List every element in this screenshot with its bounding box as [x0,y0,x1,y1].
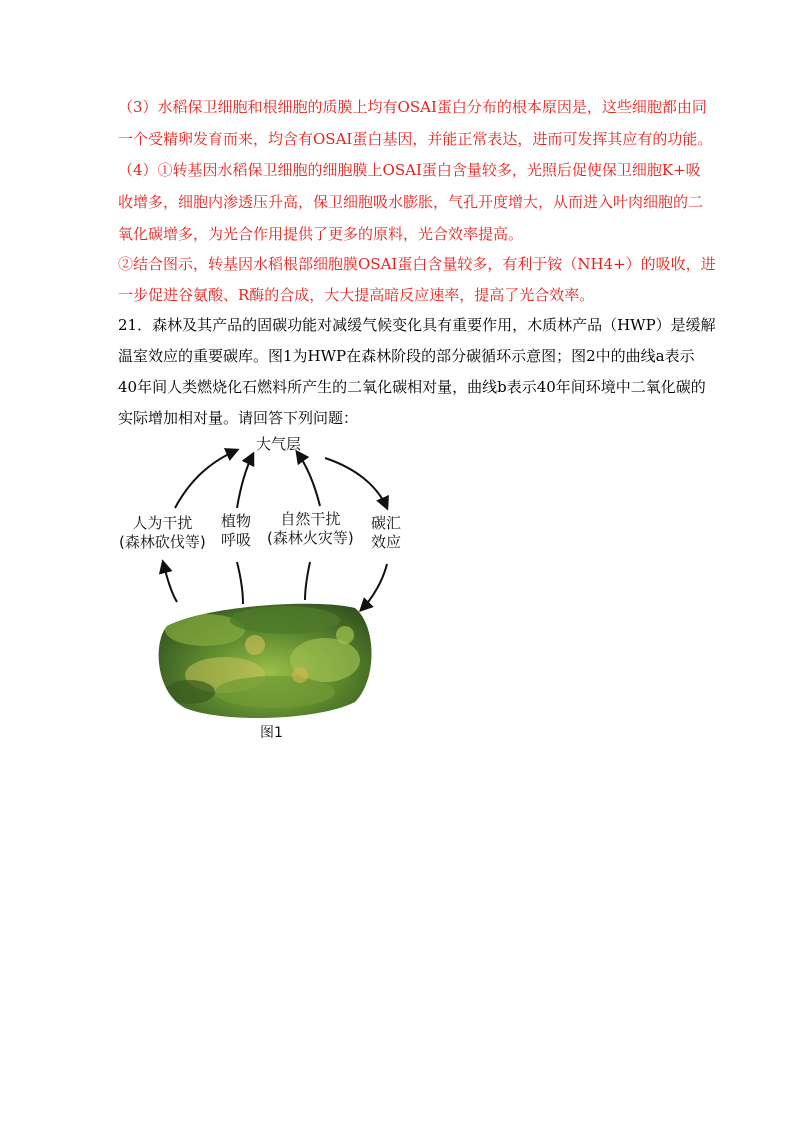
label-atmosphere: 大气层 [256,435,302,453]
label-human-disturbance [119,514,206,552]
answer-line-7: 一步促进谷氨酸、R酶的合成，大大提高暗反应速率，提高了光合效率。 [118,286,595,304]
forest-image [145,590,395,740]
arrow-human-to-atmosphere [175,450,237,508]
carbon-cycle-diagram [115,430,445,750]
label-natural-disturbance [267,510,354,548]
answer-line-3: （4）①转基因水稻保卫细胞的细胞膜上OSAI蛋白含量较多，光照后促使保卫细胞K+吸 [118,161,701,179]
line-forest-to-natural [305,562,310,600]
arrow-plant-to-atmosphere [237,454,253,508]
arrow-natural-to-atmosphere [297,452,320,506]
question-line-3: 40年间人类燃烧化石燃料所产生的二氧化碳相对量，曲线b表示40年间环境中二氧化碳的 [118,378,706,396]
question-line-4: 实际增加相对量。请回答下列问题： [118,409,359,427]
answer-line-2: 一个受精卵发育而来，均含有OSAI蛋白基因，并能正常表达，进而可发挥其应有的功能。 [118,130,713,148]
question-line-2: 温室效应的重要碳库。图1为HWP在森林阶段的部分碳循环示意图；图2中的曲线a表示 [118,347,695,365]
label-plant-respiration-line2: 呼吸 [221,531,252,549]
label-human-disturbance-line2: (森林砍伐等) [119,533,206,551]
figure-caption: 图1 [260,725,283,741]
label-carbon-sink-line1: 碳汇 [371,514,402,532]
answer-line-1: （3）水稻保卫细胞和根细胞的质膜上均有OSAI蛋白分布的根本原因是，这些细胞都由同 [118,98,707,116]
label-human-disturbance-line1: 人为干扰 [132,514,193,532]
arrow-sink-to-forest [361,564,387,610]
question-line-1: 21．森林及其产品的固碳功能对减缓气候变化具有重要作用，木质林产品（HWP）是缓解 [118,316,716,334]
label-plant-respiration-line1: 植物 [221,512,252,530]
label-natural-disturbance-line1: 自然干扰 [280,510,341,528]
line-forest-to-plant [237,562,243,604]
answer-line-5: 氧化碳增多，为光合作用提供了更多的原料，光合效率提高。 [118,225,524,243]
label-plant-respiration [221,512,251,550]
arrow-forest-to-human [163,562,177,602]
label-natural-disturbance-line2: (森林火灾等) [267,529,354,547]
label-carbon-sink-line2: 效应 [371,533,402,551]
label-carbon-sink [371,514,401,552]
carbon-cycle-figure [115,430,445,750]
arrow-atmosphere-to-sink [325,458,387,508]
answer-line-6: ②结合图示，转基因水稻根部细胞膜OSAI蛋白含量较多，有利于铵（NH4+）的吸收，进 [118,255,716,273]
answer-line-4: 收增多，细胞内渗透压升高，保卫细胞吸水膨胀，气孔开度增大，从而进入叶肉细胞的二 [118,193,704,211]
